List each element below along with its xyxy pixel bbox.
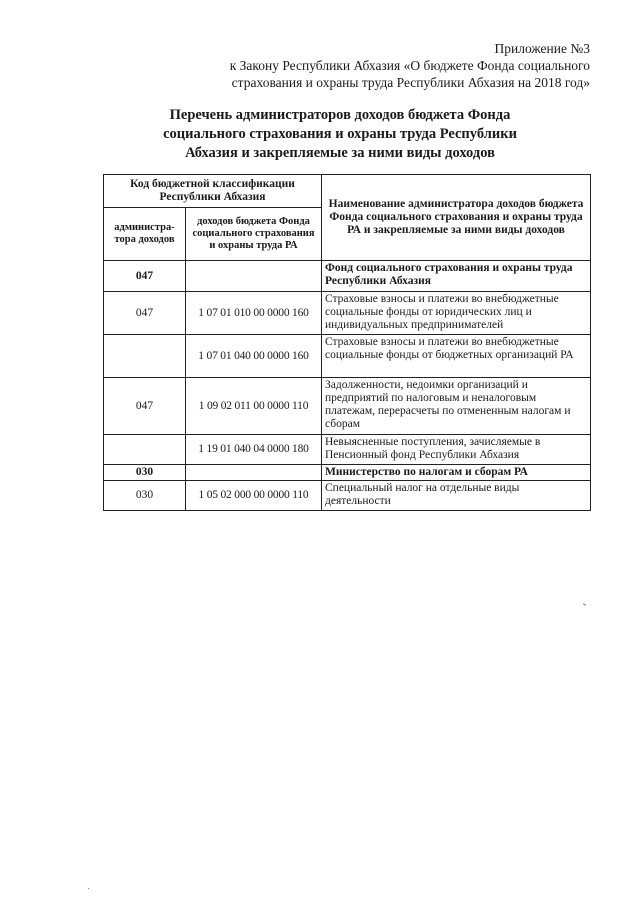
row-income-code: 1 19 01 040 04 0000 180 <box>186 435 322 465</box>
title-line-1: Перечень администраторов доходов бюджета Фонда <box>169 107 511 123</box>
row-admin-code: 030 <box>104 481 186 511</box>
row-admin-code: 047 <box>104 378 186 435</box>
table-row <box>104 335 591 378</box>
row-name: Задолженности, недоимки организаций и предприятий по налоговым и неналоговым платежам, перерасчеты по отмененным налогам и сборам <box>322 378 591 435</box>
table-header-row-1 <box>104 175 591 208</box>
row-income-code: 1 07 01 040 00 0000 160 <box>186 335 322 378</box>
annex-law-reference-line2: страхования и охраны труда Республики Абхазия на 2018 год» <box>231 75 590 90</box>
table-row <box>104 261 591 292</box>
header-income-code: доходов бюджета Фонда социального страхования и охраны труда РА <box>186 208 322 261</box>
table-row <box>104 435 591 465</box>
row-name: Страховые взносы и платежи во внебюджетные социальные фонды от юридических лиц и индивидуальных предпринимателей <box>322 292 591 335</box>
header-administrator-name: Наименование администратора доходов бюджета Фонда социального страхования и охраны труда РА и закрепляемые за ними виды доходов <box>322 175 591 261</box>
row-admin-code <box>104 335 186 378</box>
row-name: Специальный налог на отдельные виды деятельности <box>322 481 591 511</box>
row-name: Страховые взносы и платежи во внебюджетные социальные фонды от бюджетных организаций РА <box>322 335 591 378</box>
title-line-3: Абхазия и закрепляемые за ними виды доходов <box>185 145 495 161</box>
document-title <box>100 106 580 163</box>
row-admin-code: 047 <box>104 261 186 292</box>
header-admin-code: администра-тора доходов <box>104 208 186 261</box>
row-name: Фонд социального страхования и охраны труда Республики Абхазия <box>322 261 591 292</box>
administrators-table <box>103 174 591 511</box>
row-income-code <box>186 261 322 292</box>
row-income-code: 1 05 02 000 00 0000 110 <box>186 481 322 511</box>
table-row <box>104 378 591 435</box>
annex-law-reference-line1: к Закону Республики Абхазия «О бюджете Фонда социального <box>229 58 590 73</box>
row-income-code: 1 09 02 011 00 0000 110 <box>186 378 322 435</box>
row-admin-code <box>104 435 186 465</box>
annex-number: Приложение №3 <box>494 41 590 56</box>
header-budget-classification: Код бюджетной классификации Республики Абхазия <box>104 175 322 208</box>
row-admin-code: 030 <box>104 465 186 481</box>
row-income-code: 1 07 01 010 00 0000 160 <box>186 292 322 335</box>
table-row <box>104 292 591 335</box>
table-row <box>104 481 591 511</box>
row-name: Министерство по налогам и сборам РА <box>322 465 591 481</box>
scan-speck <box>88 888 89 889</box>
scan-speck <box>583 603 586 606</box>
title-line-2: социального страхования и охраны труда Республики <box>163 126 517 142</box>
annex-header <box>230 40 590 91</box>
row-admin-code: 047 <box>104 292 186 335</box>
row-name: Невыясненные поступления, зачисляемые в Пенсионный фонд Республики Абхазия <box>322 435 591 465</box>
table-row <box>104 465 591 481</box>
row-income-code <box>186 465 322 481</box>
